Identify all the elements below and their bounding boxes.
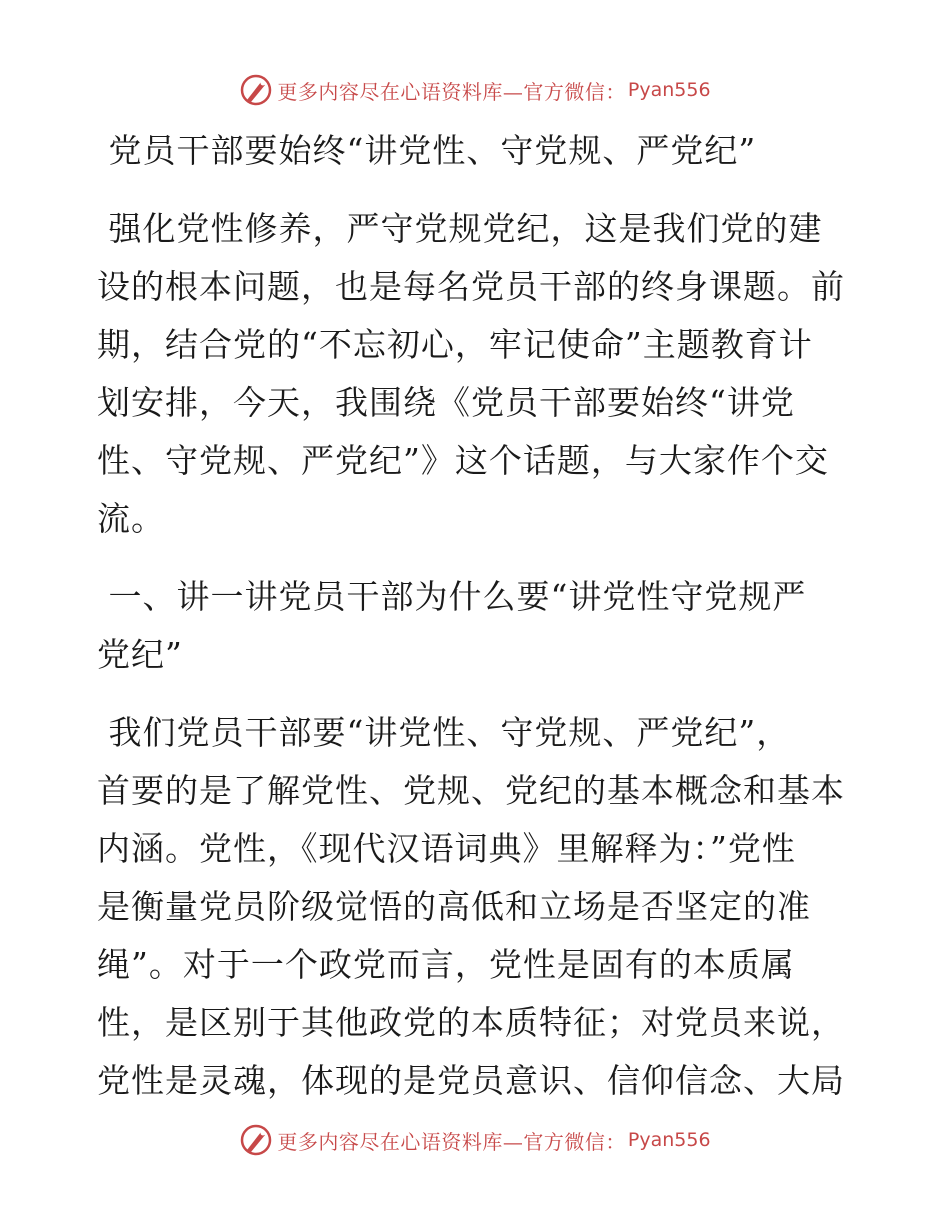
header-watermark-banner	[0, 70, 950, 110]
pen-logo-icon	[239, 73, 273, 107]
body-paragraph: 我们党员干部要“讲党性、守党规、严党纪”， 首要的是了解党性、党规、党纪的基本概念和基本 内涵。党性，《现代汉语词典》里解释为：”党性 是衡量党员阶级觉悟的高低和立场是否坚定的准 绳”。对于一个政党而言，党性是固有的本质属 性，是区别于其他政党的本质特征；对党员来说， 党性是灵魂，体现的是党员意识、信仰信念、大局	[97, 713, 845, 1100]
watermark-text: 更多内容尽在心语资料库—官方微信：	[277, 1129, 626, 1154]
document-body	[97, 122, 857, 1110]
footer-watermark-banner	[0, 1120, 950, 1160]
section-heading: 一、讲一讲党员干部为什么要“讲党性守党规严 党纪”	[97, 577, 807, 674]
wechat-id: Pyan556	[627, 1129, 711, 1151]
watermark-text: 更多内容尽在心语资料库—官方微信：	[277, 79, 626, 104]
intro-paragraph: 强化党性修养，严守党规党纪，这是我们党的建 设的根本问题，也是每名党员干部的终身课题。前 期，结合党的“不忘初心，牢记使命”主题教育计 划安排，今天，我围绕《党员干部要始终“讲党 性、守党规、严党纪”》这个话题，与大家作个交 流。	[97, 209, 845, 538]
document-title: 党员干部要始终“讲党性、守党规、严党纪”	[97, 131, 757, 170]
pen-logo-icon	[239, 1123, 273, 1157]
wechat-id: Pyan556	[627, 79, 711, 101]
